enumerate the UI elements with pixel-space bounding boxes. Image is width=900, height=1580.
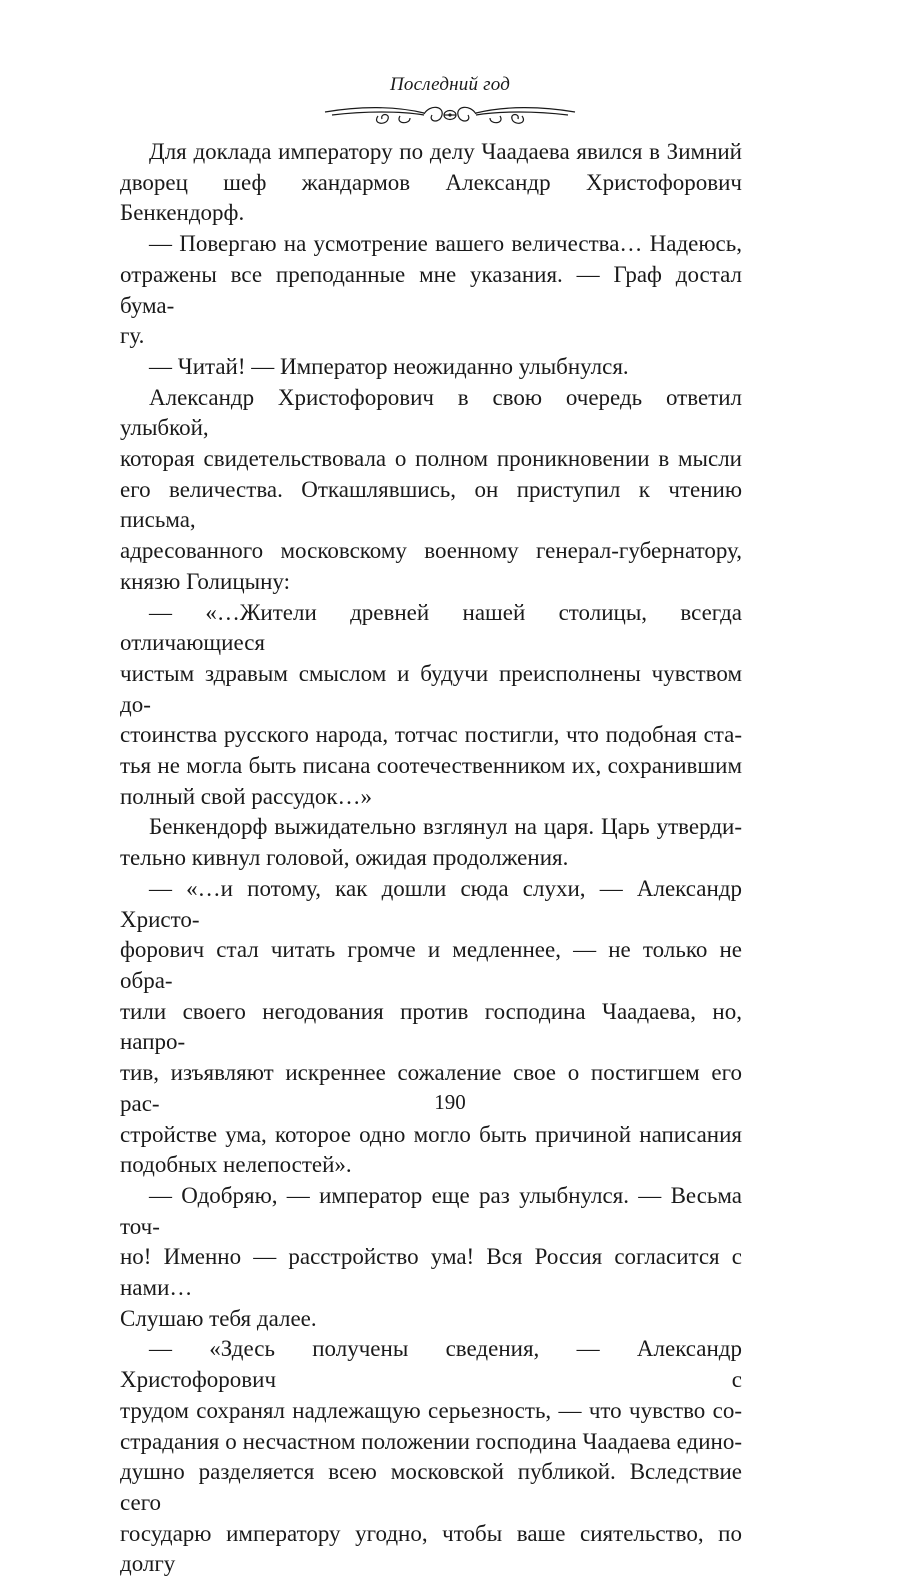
text-line: которая свидетельствовала о полном проникновении в мысли: [120, 446, 742, 472]
text-line: тельно кивнул головой, ожидая продолжения.: [120, 845, 569, 871]
text-line: отражены все преподанные мне указания. — Граф достал бума-: [120, 261, 742, 318]
body-text: [120, 137, 742, 1580]
text-line: князю Голицыну:: [120, 568, 290, 594]
text-line: Бенкендорф выжидательно взглянул на царя. Царь утверди-: [149, 814, 742, 840]
text-line: адресованного московскому военному генерал-губернатору,: [120, 538, 742, 564]
page-number: 190: [434, 1090, 466, 1114]
text-line: форович стал читать громче и медленнее, — не только не обра-: [120, 937, 742, 993]
text-line: — «…Жители древней нашей столицы, всегда отличающиеся: [120, 599, 742, 656]
text-line: тив, изъявляют искреннее сожаление свое о постигшем его рас-: [120, 1060, 742, 1116]
text-line: тья не могла быть писана соотечественником их, сохранившим: [120, 753, 742, 779]
flourish-divider-icon: [320, 100, 580, 128]
running-head-title: Последний год: [389, 74, 511, 95]
text-line: полный свой рассудок…»: [120, 783, 373, 809]
text-line: — Повергаю на усмотрение вашего величества… Надеюсь,: [149, 231, 742, 257]
text-line: тили своего негодования против господина Чаадаева, но, напро-: [120, 998, 742, 1055]
text-line: стройстве ума, которое одно могло быть причиной написания: [120, 1121, 742, 1147]
text-line: — Одобряю, — император еще раз улыбнулся. — Весьма точ-: [120, 1182, 742, 1239]
text-line: страдания о несчастном положении господина Чаадаева едино-: [120, 1428, 742, 1454]
text-line: — «…и потому, как дошли сюда слухи, — Александр Христо-: [120, 875, 742, 932]
text-line: трудом сохранял надлежащую серьезность, — что чувство со-: [120, 1397, 742, 1423]
text-line: но! Именно — расстройство ума! Вся Россия согласится с нами…: [120, 1244, 742, 1301]
text-line: стоинства русского народа, тотчас постигли, что подобная ста-: [120, 722, 742, 748]
text-line: — «Здесь получены сведения, — Александр Христофорович с: [120, 1336, 742, 1393]
text-line: Александр Христофорович в свою очередь ответил улыбкой,: [120, 384, 742, 441]
text-line: подобных нелепостей».: [120, 1152, 352, 1178]
text-line: Слушаю тебя далее.: [120, 1305, 317, 1331]
text-line: Для доклада императору по делу Чаадаева явился в Зимний: [149, 139, 742, 164]
text-line: душно разделяется всею московской публикой. Вследствие сего: [120, 1459, 742, 1515]
text-line: дворец шеф жандармов Александр Христофорович Бенкендорф.: [120, 169, 742, 226]
text-line: государю императору угодно, чтобы ваше сиятельство, по долгу: [120, 1520, 742, 1577]
text-line: гу.: [120, 323, 145, 349]
text-line: — Читай! — Император неожиданно улыбнулся.: [149, 353, 629, 379]
text-line: чистым здравым смыслом и будучи преисполнены чувством до-: [120, 660, 742, 717]
text-line: его величества. Откашлявшись, он приступил к чтению письма,: [120, 476, 742, 533]
